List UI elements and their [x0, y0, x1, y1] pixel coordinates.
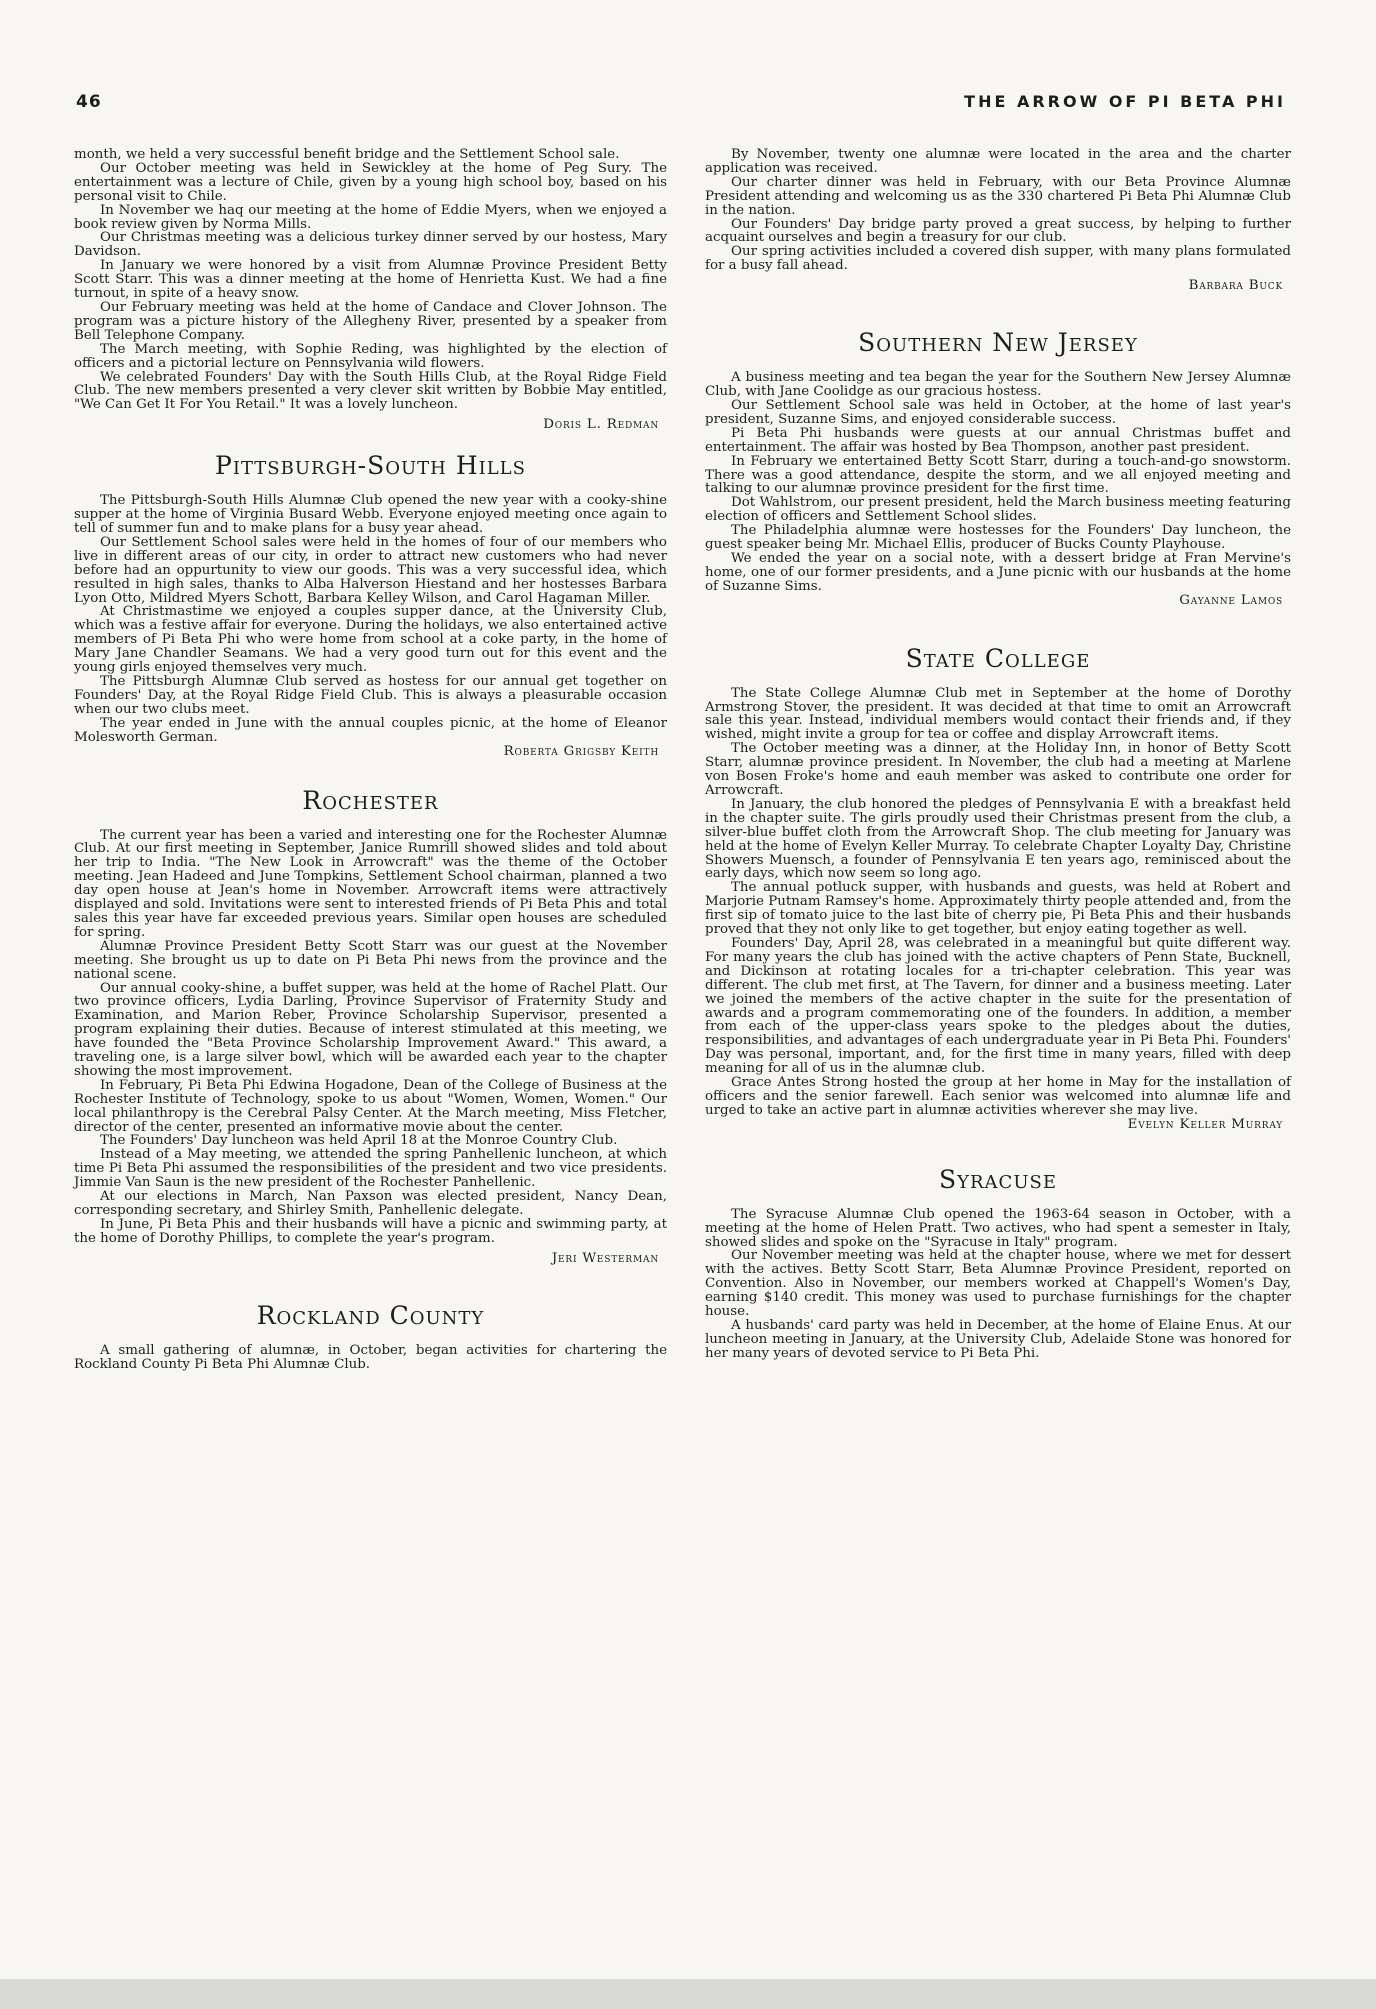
section-intro	[74, 148, 667, 432]
paragraph: month, we held a very successful benefit bridge and the Settlement School sale.	[74, 147, 620, 162]
paragraph: The October meeting was a dinner, at the Holiday Inn, in honor of Betty Scott Starr, alumnæ province president. In November, the club had a meeting at Marlene von Bosen Froke's home and eauh member was asked to contribute one order for Arrowcraft.	[705, 741, 1291, 798]
paragraph: Our Settlement School sales were held in the homes of four of our members who live in different areas of our city, in order to attract new customers who had never before had an oppurtunity to view our goods. This was a very successful idea, which resulted in high sales, thanks to Alba Halverson Hiestand and her hostesses Barbara Lyon Otto, Mildred Myers Schott, Barbara Kelley Wilson, and Carol Hagaman Miller.	[74, 534, 667, 606]
running-title: THE ARROW OF PI BETA PHI	[964, 92, 1286, 111]
paragraph: The Founders' Day luncheon was held April 18 at the Monroe Country Club.	[100, 1133, 618, 1149]
paragraph: In February we entertained Betty Scott Starr, during a touch-and-go snowstorm. There was a good attendance, despite the storm, and we all enjoyed meeting and talking to our alumnæ province president for the first time.	[705, 453, 1291, 497]
section-southern-new-jersey	[705, 329, 1291, 608]
paragraph: Our spring activities included a covered dish supper, with many plans formulated for a busy fall ahead.	[705, 244, 1291, 274]
paragraph: The Syracuse Alumnæ Club opened the 1963-64 season in October, with a meeting at the home of Helen Pratt. Two actives, who had spent a semester in Italy, showed slides and spoke on the "Syracuse in Italy" program.	[705, 1206, 1291, 1250]
paragraph: In June, Pi Beta Phis and their husbands will have a picnic and swimming party, at the home of Dorothy Phillips, to complete the year's program.	[74, 1216, 667, 1246]
paragraph: Our October meeting was held in Sewickley at the home of Peg Sury. The entertainment was a lecture of Chile, given by a young high school boy, based on his personal visit to Chile.	[74, 160, 667, 204]
paragraph: Pi Beta Phi husbands were guests at our annual Christmas buffet and entertainment. The affair was hosted by Bea Thompson, another past president.	[705, 425, 1291, 455]
paragraph: Grace Antes Strong hosted the group at her home in May for the installation of officers and the senior farewell. Each senior was welcomed into alumnæ life and urged to take an active part in alumnæ activities wherever she may live.	[705, 1075, 1291, 1118]
section-pittsburgh-south-hills	[74, 452, 667, 758]
signature: Roberta Grigsby Keith	[503, 743, 659, 759]
section-rochester	[74, 787, 667, 1266]
signature: Evelyn Keller Murray	[1127, 1116, 1283, 1132]
signature: Gayanne Lamos	[1179, 592, 1283, 608]
section-heading: Rochester	[302, 785, 439, 815]
section-state-college	[705, 645, 1291, 1132]
paragraph: A small gathering of alumnæ, in October, began activities for chartering the Rockland County Pi Beta Phi Alumnæ Club.	[74, 1342, 667, 1372]
paragraph: Alumnæ Province President Betty Scott Starr was our guest at the November meeting. She brought us up to date on Pi Beta Phi news from the province and the national scene.	[74, 938, 667, 982]
paragraph: The March meeting, with Sophie Reding, was highlighted by the election of officers and a pictorial lecture on Pennsylvania wild flowers.	[74, 341, 667, 371]
paragraph: The Philadelphia alumnæ were hostesses for the Founders' Day luncheon, the guest speaker being Mr. Michael Ellis, producer of Bucks County Playhouse.	[705, 523, 1291, 553]
signature: Jeri Westerman	[551, 1250, 659, 1266]
paragraph: Instead of a May meeting, we attended the spring Panhellenic luncheon, at which time Pi Beta Phi assumed the responsibilities of the president and two vice presidents. Jimmie Van Saun is the new president of the Rochester Panhellenic.	[74, 1147, 667, 1191]
right-column	[705, 148, 1291, 1361]
paragraph: Our November meeting was held at the chapter house, where we met for dessert with the actives. Betty Scott Starr, Beta Alumnæ Province President, reported on Convention. Also in November, our members worked at Chappell's Women's Day, earning $140 credit. This money was used to purchase furnishings for the chapter house.	[705, 1248, 1291, 1320]
paragraph: Dot Wahlstrom, our present president, held the March business meeting featuring election of officers and Settlement School slides.	[705, 495, 1291, 525]
paragraph: Our annual cooky-shine, a buffet supper, was held at the home of Rachel Platt. Our two province officers, Lydia Darling, Province Supervisor of Fraternity Study and Examination, and Marion Reber, Province Scholarship Supervisor, presented a program explaining their duties. Because of interest stimulated at this meeting, we have founded the "Beta Province Scholarship Improvement Award." This award, a traveling one, is a large silver bowl, which will be awarded each year to the chapter showing the most improvement.	[74, 980, 667, 1079]
paragraph: Our Founders' Day bridge party proved a great success, by helping to further acquaint ourselves and begin a treasury for our club.	[705, 216, 1291, 246]
section-heading: State College	[905, 643, 1091, 673]
paragraph: In January, the club honored the pledges of Pennsylvania E with a breakfast held in the chapter suite. The girls proudly used their Christmas present from the club, a silver-blue buffet cloth from the Arrowcraft Shop. The club meeting for January was held at the home of Evelyn Keller Murray. To celebrate Chapter Loyalty Day, Christine Showers Muensch, a founder of Pennsylvania E ten years ago, reminisced about the early days, which now seem so long ago.	[705, 796, 1291, 882]
left-column	[74, 148, 667, 1372]
page-number: 46	[76, 92, 102, 112]
paragraph: The current year has been a varied and interesting one for the Rochester Alumnæ Club. At our first meeting in September, Janice Rumrill showed slides and told about her trip to India. "The New Look in Arrowcraft" was the theme of the October meeting. Jean Hadeed and June Tompkins, Settlement School chairman, planned a two day open house at Jean's home in November. Arrowcraft items were attractively displayed and sold. Invitations were sent to interested friends of Pi Beta Phis and total sales this year have far exceeded previous years. Similar open houses are scheduled for spring.	[74, 827, 667, 940]
paragraph: In November we haq our meeting at the home of Eddie Myers, when we enjoyed a book review given by Norma Mills.	[74, 202, 667, 232]
section-syracuse	[705, 1166, 1291, 1361]
section-rockland-county	[74, 1302, 667, 1372]
section-heading: Rockland County	[256, 1300, 485, 1330]
paragraph: A business meeting and tea began the year for the Southern New Jersey Alumnæ Club, with Jane Coolidge as our gracious hostess.	[705, 370, 1291, 400]
paragraph: Our Settlement School sale was held in October, at the home of last year's president, Suzanne Sims, and enjoyed considerable success.	[705, 397, 1291, 427]
paragraph: Our Christmas meeting was a delicious turkey dinner served by our hostess, Mary Davidson.	[74, 230, 667, 260]
paragraph: Founders' Day, April 28, was celebrated in a meaningful but quite different way. For many years the club has joined with the active chapters of Penn State, Bucknell, and Dickinson at rotating locales for a tri-chapter celebration. This year was different. The club met first, at The Tavern, for dinner and a business meeting. Later we joined the members of the active chapter in the suite for the presentation of awards and a program commemorating one of the founders. In addition, a member from each of the upper-class years spoke to the pledges about the duties, responsibilities, and advantages of each undergraduate year in Pi Beta Phi. Founders' Day was personal, important, and, for the first time in many years, filled with deep meaning for all of us in the alumnæ club.	[705, 935, 1291, 1077]
section-heading: Pittsburgh-South Hills	[215, 451, 526, 481]
paragraph: A husbands' card party was held in December, at the home of Elaine Enus. At our luncheon meeting in January, at the University Club, Adelaide Stone was honored for her many years of devoted service to Pi Beta Phi.	[705, 1318, 1291, 1361]
paragraph: By November, twenty one alumnæ were located in the area and the charter application was received.	[705, 147, 1291, 176]
section-rockland-continued	[705, 148, 1291, 293]
paragraph: At our elections in March, Nan Paxson was elected president, Nancy Dean, corresponding secretary, and Shirley Smith, Panhellenic delegate.	[74, 1189, 667, 1218]
section-heading: Southern New Jersey	[858, 328, 1138, 358]
paragraph: In February, Pi Beta Phi Edwina Hogadone, Dean of the College of Business at the Rochester Institute of Technology, spoke to us about "Women, Women, Women." Our local philanthropy is the Cerebral Palsy Center. At the March meeting, Miss Fletcher, director of the center, presented an informative movie about the center.	[74, 1077, 667, 1135]
signature: Doris L. Redman	[543, 417, 659, 433]
paragraph: The annual potluck supper, with husbands and guests, was held at Robert and Marjorie Putnam Ramsey's home. Approximately thirty people attended and, from the first sip of tomato juice to the last bite of cherry pie, Pi Beta Phis and their husbands proved that they not only like to get together, but enjoy eating together as well.	[705, 880, 1291, 938]
paragraph: At Christmastime we enjoyed a couples supper dance, at the University Club, which was a festive affair for everyone. During the holidays, we also entertained active members of Pi Beta Phi who were home from school at a coke party, in the home of Mary Jane Chandler Seamans. We had a very good turn out for this event and the young girls enjoyed themselves very much.	[74, 604, 667, 676]
paragraph: The Pittsburgh-South Hills Alumnæ Club opened the new year with a cooky-shine supper at the home of Virginia Busard Webb. Everyone enjoyed meeting once again to tell of summer fun and to make plans for a busy year ahead.	[74, 493, 667, 537]
page-header	[76, 92, 1286, 116]
scan-bottom-band	[0, 1979, 1376, 2009]
paragraph: The State College Alumnæ Club met in September at the home of Dorothy Armstrong Stover, the president. It was decided at that time to omit an Arrowcraft sale this year. Instead, individual members would contact their friends and, if they wished, might invite a group for tea or coffee and display Arrowcraft items.	[705, 685, 1291, 743]
paragraph: We ended the year on a social note, with a dessert bridge at Fran Mervine's home, one of our former presidents, and a June picnic with our husbands at the home of Suzanne Sims.	[705, 550, 1291, 594]
paragraph: The year ended in June with the annual couples picnic, at the home of Eleanor Molesworth German.	[74, 715, 667, 745]
paragraph: In January we were honored by a visit from Alumnæ Province President Betty Scott Starr. This was a dinner meeting at the home of Henrietta Kust. We had a fine turnout, in spite of a heavy snow.	[74, 258, 667, 302]
paragraph: We celebrated Founders' Day with the South Hills Club, at the Royal Ridge Field Club. The new members presented a very clever skit written by Bobbie May entitled, "We Can Get It For You Retail." It was a lovely luncheon.	[74, 369, 667, 413]
paragraph: The Pittsburgh Alumnæ Club served as hostess for our annual get together on Founders' Day, at the Royal Ridge Field Club. This is always a pleasurable occasion when our two clubs meet.	[74, 674, 667, 717]
section-heading: Syracuse	[939, 1164, 1057, 1194]
paragraph: Our charter dinner was held in February, with our Beta Province Alumnæ President attending and welcoming us as the 330 chartered Pi Beta Phi Alumnæ Club in the nation.	[705, 174, 1291, 218]
paragraph: Our February meeting was held at the home of Candace and Clover Johnson. The program was a picture history of the Allegheny River, presented by a speaker from Bell Telephone Company.	[74, 299, 667, 343]
signature: Barbara Buck	[1188, 278, 1283, 294]
